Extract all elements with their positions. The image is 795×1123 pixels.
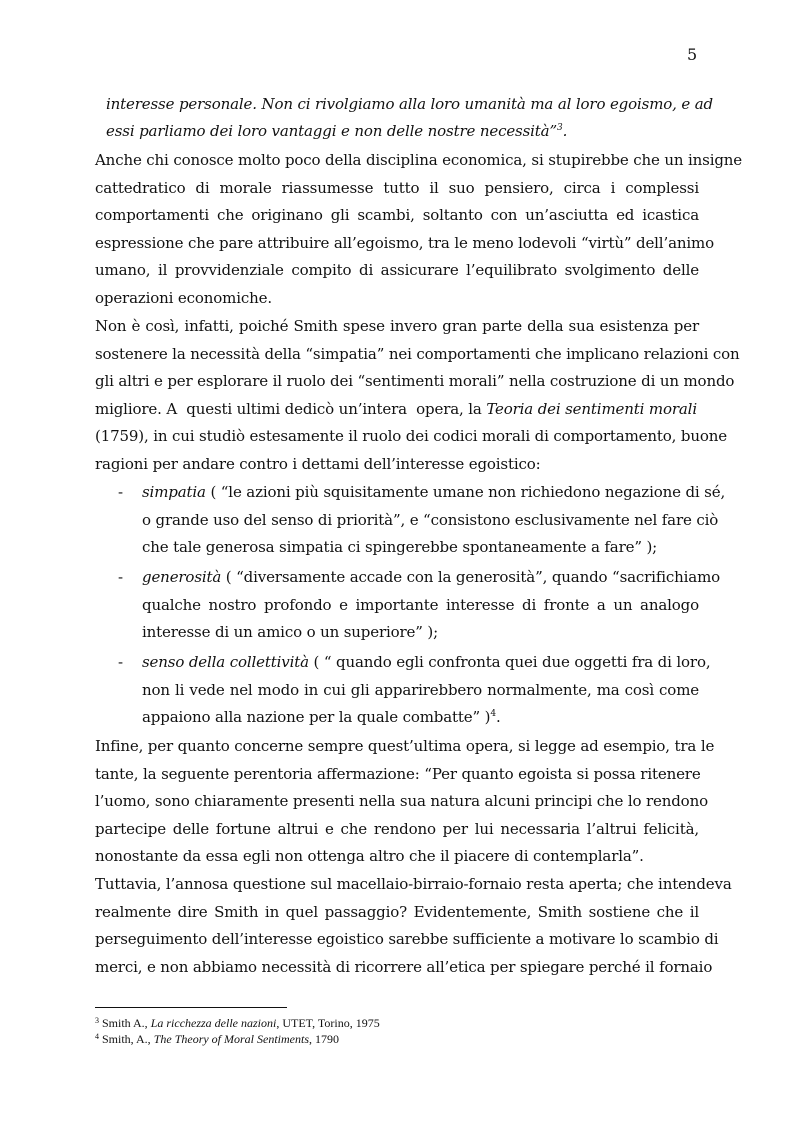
para4-line-1: Tuttavia, l’annosa questione sul macellaio-birraio-fornaio resta aperta; che intendeva [95, 875, 732, 893]
para2-line-1: Non è così, infatti, poiché Smith spese invero gran parte della sua esistenza per [95, 317, 699, 335]
quote-line-2 [106, 122, 710, 140]
para3-line-3: l’uomo, sono chiaramente presenti nella sua natura alcuni principi che lo rendono [95, 792, 708, 810]
list-bullet-1: - [118, 483, 124, 501]
para1-line-2: cattedratico di morale riassumesse tutto il suo pensiero, circa i complessi [95, 179, 699, 197]
list-bullet-2: - [118, 568, 124, 586]
para2-line-5: (1759), in cui studiò estesamente il ruolo dei codici morali di comportamento, buone [95, 427, 727, 445]
para2-line-4 [95, 400, 699, 418]
footnote-4-post: , 1790 [309, 1032, 340, 1046]
list-item-3-first: ( “ quando egli confronta quei due oggetti fra di loro, [308, 653, 711, 671]
para3-line-5: nonostante da essa egli non ottenga altro che il piacere di contemplarla”. [95, 847, 644, 865]
list-item-3-last: appaiono alla nazione per la quale combatte” ) [142, 708, 491, 726]
footnote-4-pre: Smith, A., [102, 1032, 154, 1046]
para4-line-3: perseguimento dell’interesse egoistico sarebbe sufficiente a motivare lo scambio di [95, 930, 719, 948]
quote-end: . [562, 122, 568, 140]
footnote-separator [95, 1007, 287, 1008]
list-item-3-term: senso della collettività [142, 653, 309, 671]
footnote-3-post: , UTET, Torino, 1975 [276, 1016, 380, 1030]
list-item-1-line-1 [142, 483, 726, 501]
para3-line-2: tante, la seguente perentoria affermazione: “Per quanto egoista si possa ritenere [95, 765, 701, 783]
page-number: 5 [687, 45, 698, 64]
footnote-3 [95, 1016, 380, 1030]
para2-line-2: sostenere la necessità della “simpatia” nei comportamenti che implicano relazioni con [95, 345, 740, 363]
list-item-1-first: ( “le azioni più squisitamente umane non richiedono negazione di sé, [205, 483, 726, 501]
footnote-4-number: 4 [95, 1032, 99, 1041]
footnote-3-number: 3 [95, 1016, 99, 1025]
list-item-3-line-1 [142, 653, 711, 671]
list-item-1-term: simpatia [142, 483, 206, 501]
list-bullet-3: - [118, 653, 124, 671]
footnote-4-title: The Theory of Moral Sentiments [153, 1032, 310, 1046]
para1-line-5: umano, il provvidenziale compito di assicurare l’equilibrato svolgimento delle [95, 261, 699, 279]
footnote-ref-3[interactable]: 3 [557, 123, 563, 133]
para2-line-4-text: migliore. A questi ultimi dedicò un’intera opera, la [95, 400, 487, 418]
footnote-3-title: La ricchezza delle nazioni [150, 1016, 277, 1030]
footnote-3-pre: Smith A., [102, 1016, 151, 1030]
footnote-ref-4[interactable]: 4 [490, 709, 496, 719]
list-item-2-line-1 [142, 568, 721, 586]
list-item-3-line-2: non li vede nel modo in cui gli apparirebbero normalmente, ma così come [142, 681, 699, 699]
para3-line-4: partecipe delle fortune altrui e che rendono per lui necessaria l’altrui felicità, [95, 820, 699, 838]
list-item-2-first: ( “diversamente accade con la generosità”, quando “sacrifichiamo [221, 568, 721, 586]
para4-line-2: realmente dire Smith in quel passaggio? Evidentemente, Smith sostiene che il [95, 903, 699, 921]
list-item-2-line-2: qualche nostro profondo e importante interesse di fronte a un analogo [142, 596, 699, 614]
para1-line-3: comportamenti che originano gli scambi, soltanto con un’asciutta ed icastica [95, 206, 699, 224]
list-item-2-term: generosità [142, 568, 222, 586]
quote-line-2-text: essi parliamo dei loro vantaggi e non delle nostre necessità” [106, 122, 557, 140]
para4-line-4: merci, e non abbiamo necessità di ricorrere all’etica per spiegare perché il fornaio [95, 958, 713, 976]
para1-line-4: espressione che pare attribuire all’egoismo, tra le meno lodevoli “virtù” dell’animo [95, 234, 714, 252]
para3-line-1: Infine, per quanto concerne sempre quest’ultima opera, si legge ad esempio, tra le [95, 737, 715, 755]
para2-line-3: gli altri e per esplorare il ruolo dei “sentimenti morali” nella costruzione di un mondo [95, 372, 735, 390]
list-item-1-line-2: o grande uso del senso di priorità”, e “consistono esclusivamente nel fare ciò [142, 511, 719, 529]
list-item-1-line-3: che tale generosa simpatia ci spingerebbe spontaneamente a fare” ); [142, 538, 658, 556]
list-item-3-line-3 [142, 708, 699, 726]
quote-line-1: interesse personale. Non ci rivolgiamo alla loro umanità ma al loro egoismo, e ad [106, 95, 713, 113]
book-title-teoria: Teoria dei sentimenti morali [486, 400, 697, 418]
para1-line-6: operazioni economiche. [95, 289, 273, 307]
para1-line-1: Anche chi conosce molto poco della disciplina economica, si stupirebbe che un insigne [95, 151, 743, 169]
para2-line-6: ragioni per andare contro i dettami dell’interesse egoistico: [95, 455, 541, 473]
footnote-4 [95, 1032, 339, 1046]
list-item-2-line-3: interesse di un amico o un superiore” ); [142, 623, 438, 641]
list-item-3-end: . [495, 708, 501, 726]
